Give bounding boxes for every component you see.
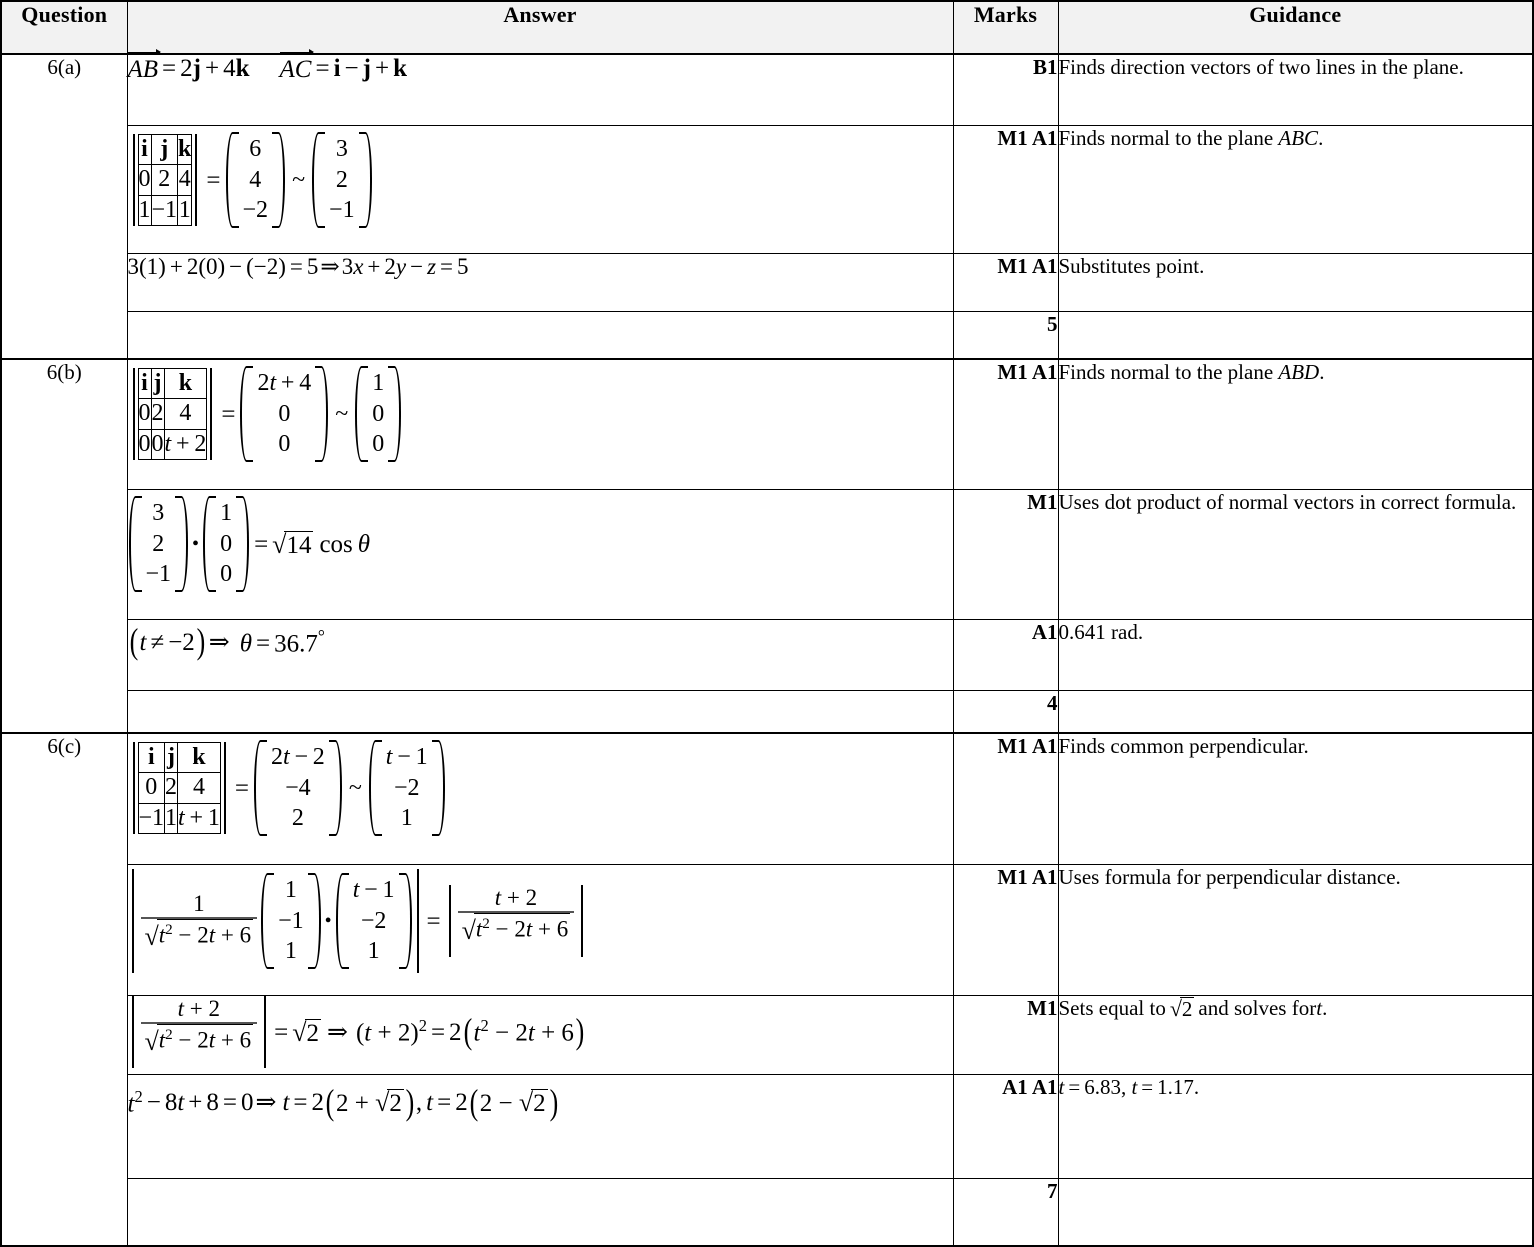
marks-6b-2: M1 (953, 490, 1058, 620)
guidance-6c-3 (1058, 996, 1533, 1075)
expr-cross-product-abc: i j k 0 2 4 1 −1 1 = 6 4 −2 ~ 3 2 −1 (128, 132, 373, 228)
marks-6b-3: A1 (953, 620, 1058, 691)
marks-6a-1: B1 (953, 54, 1058, 126)
table-row (1, 1075, 1533, 1179)
question-label-6a: 6(a) (1, 54, 127, 359)
answer-cell-6c-total (127, 1179, 953, 1247)
answer-cell-6c-1 (127, 733, 953, 865)
answer-cell-6b-2 (127, 490, 953, 620)
table-header-row (1, 1, 1533, 54)
marks-6c-4: A1 A1 (953, 1075, 1058, 1179)
guidance-6c-1: Finds common perpendicular. (1058, 733, 1533, 865)
guidance-6b-total (1058, 691, 1533, 734)
answer-cell-6b-3 (127, 620, 953, 691)
vector-3-2-m1: 3 2 −1 (312, 132, 372, 228)
answer-cell-6c-3 (127, 996, 953, 1075)
guidance-text: Sets equal to (1058, 996, 1166, 1020)
plane-name: ABD (1278, 360, 1320, 384)
question-label-6c: 6(c) (1, 733, 127, 1246)
guidance-text-mid: and solves for (1198, 996, 1317, 1020)
guidance-sets-equal (1059, 997, 1328, 1020)
marks-total-6a: 5 (953, 312, 1058, 360)
sqrt-14: √ 14 (272, 529, 312, 559)
abs-right-group (445, 885, 588, 957)
table-row (1, 126, 1533, 254)
guidance-period: . (1319, 360, 1325, 384)
vector-1-0-0-b: 1 0 0 (203, 496, 249, 592)
table-row (1, 691, 1533, 734)
table-row (1, 620, 1533, 691)
table-row (1, 1179, 1533, 1247)
marks-6c-3: M1 (953, 996, 1058, 1075)
determinant-abc: i j k 0 2 4 1 −1 1 (130, 134, 201, 226)
table-row (1, 733, 1533, 865)
vector-2t4-0-0: 2t + 4 0 0 (240, 366, 328, 462)
column-header-answer: Answer (127, 1, 953, 54)
guidance-period: . (1322, 996, 1328, 1020)
answer-cell-6c-2 (127, 865, 953, 996)
answer-cell-6a-3 (127, 254, 953, 312)
answer-cell-6c-4 (127, 1075, 953, 1179)
guidance-6b-1 (1058, 359, 1533, 490)
answer-cell-6a-1 (127, 54, 953, 126)
vector-6-4-m2: 6 4 −2 (226, 132, 286, 228)
question-label-6b: 6(b) (1, 359, 127, 733)
marks-6a-3: M1 A1 (953, 254, 1058, 312)
guidance-6c-2: Uses formula for perpendicular distance. (1058, 865, 1533, 996)
answer-cell-6a-total (127, 312, 953, 360)
expr-dot-product: 3 2 −1 • 1 0 0 = √ 14 cos θ (128, 496, 371, 592)
fraction-tplus2-over-sqrt: t + 2 √ $t^2 - 2t + 6$ (458, 885, 575, 957)
answer-cell-6b-1 (127, 359, 953, 490)
guidance-text: Finds normal to the plane (1058, 126, 1279, 150)
sqrt-2-guidance: √ 2 (1169, 996, 1193, 1021)
guidance-6a-1: Finds direction vectors of two lines in the plane. (1058, 54, 1533, 126)
determinant-abd: i j k 0 2 4 0 0 t + 2 (130, 368, 216, 460)
answer-cell-6a-2 (127, 126, 953, 254)
determinant-common-perp: i j k 0 2 4 −1 1 t + 1 (130, 742, 229, 834)
plane-name: ABC (1278, 126, 1319, 150)
marks-6b-1: M1 A1 (953, 359, 1058, 490)
expr-quadratic-solution: $t^2$ − 8t + 8 = 0 ⇒ t = 2 ( 2 + √ 2 ) , t = 2 ( 2 − √ 2 ) (127, 1081, 558, 1122)
marks-6c-2: M1 A1 (953, 865, 1058, 996)
table-row (1, 312, 1533, 360)
sqrt-2: √ 2 (292, 1017, 320, 1047)
column-header-question: Question (1, 1, 127, 54)
expr-angle-result: ( t ≠ −2 ) ⇒ θ = 36.7° (129, 621, 325, 662)
vector-3-2-m1-b: 3 2 −1 (129, 496, 189, 592)
table-row (1, 865, 1533, 996)
guidance-6a-total (1058, 312, 1533, 360)
column-header-marks: Marks (953, 1, 1058, 54)
vector-2tm2-m4-2: 2t − 2 −4 2 (254, 740, 342, 836)
variable-t: t (1316, 996, 1323, 1020)
marks-6c-1: M1 A1 (953, 733, 1058, 865)
expr-direction-vectors: AB = 2 j + 4 k AC = i − j + k (127, 55, 407, 83)
guidance-6c-4: t = 6.83, t = 1.17. (1058, 1075, 1533, 1179)
marks-total-6b: 4 (953, 691, 1058, 734)
guidance-6c-total (1058, 1179, 1533, 1247)
expr-cross-product-abd: i j k 0 2 4 0 0 t + 2 = 2t + 4 0 0 ~ 1 0 0 (128, 366, 403, 462)
guidance-6b-3: 0.641 rad. (1058, 620, 1533, 691)
guidance-6b-2: Uses dot product of normal vectors in correct formula. (1058, 490, 1533, 620)
expr-substitution: 3(1) + 2(0) − (−2) = 5 ⇒ 3 x + 2 y − z = 5 (127, 254, 469, 279)
answer-cell-6b-total (127, 691, 953, 734)
expr-set-equal-sqrt2: t + 2 √ $t^2 - 2t + 6$ = √ 2 ⇒ $(t + 2)^2$ = 2 ( $t^2 - 2t + 6$ ) (128, 996, 586, 1068)
guidance-period: . (1318, 126, 1324, 150)
vector-1-m1-1: 1 −1 1 (261, 873, 321, 969)
column-header-guidance: Guidance (1058, 1, 1533, 54)
abs-left-group: 1 √ $t^2 - 2t + 6$ 1 −1 1 • t − 1 −2 1 (128, 869, 423, 973)
marks-6a-2: M1 A1 (953, 126, 1058, 254)
table-row (1, 54, 1533, 126)
expr-common-perpendicular: i j k 0 2 4 −1 1 t + 1 = 2t − 2 −4 2 ~ t − 1 −2 1 (128, 740, 446, 836)
table-row (1, 359, 1533, 490)
fraction-one-over-sqrt: 1 √ $t^2 - 2t + 6$ (141, 891, 258, 951)
abs-fraction-group: t + 2 √ $t^2 - 2t + 6$ (128, 996, 271, 1068)
vector-1-0-0: 1 0 0 (355, 366, 401, 462)
table-row (1, 490, 1533, 620)
table-row (1, 254, 1533, 312)
guidance-text: Finds normal to the plane (1058, 360, 1279, 384)
marks-total-6c: 7 (953, 1179, 1058, 1247)
guidance-6a-2 (1058, 126, 1533, 254)
table-row (1, 996, 1533, 1075)
guidance-6a-3: Substitutes point. (1058, 254, 1533, 312)
vector-tm1-m2-1-b: t − 1 −2 1 (336, 873, 412, 969)
expr-perp-distance: 1 √ $t^2 - 2t + 6$ 1 −1 1 • t − 1 −2 1 = t + 2 √ $t^2 - 2t + 6$ (128, 869, 588, 973)
vector-tm1-m2-1: t − 1 −2 1 (369, 740, 445, 836)
